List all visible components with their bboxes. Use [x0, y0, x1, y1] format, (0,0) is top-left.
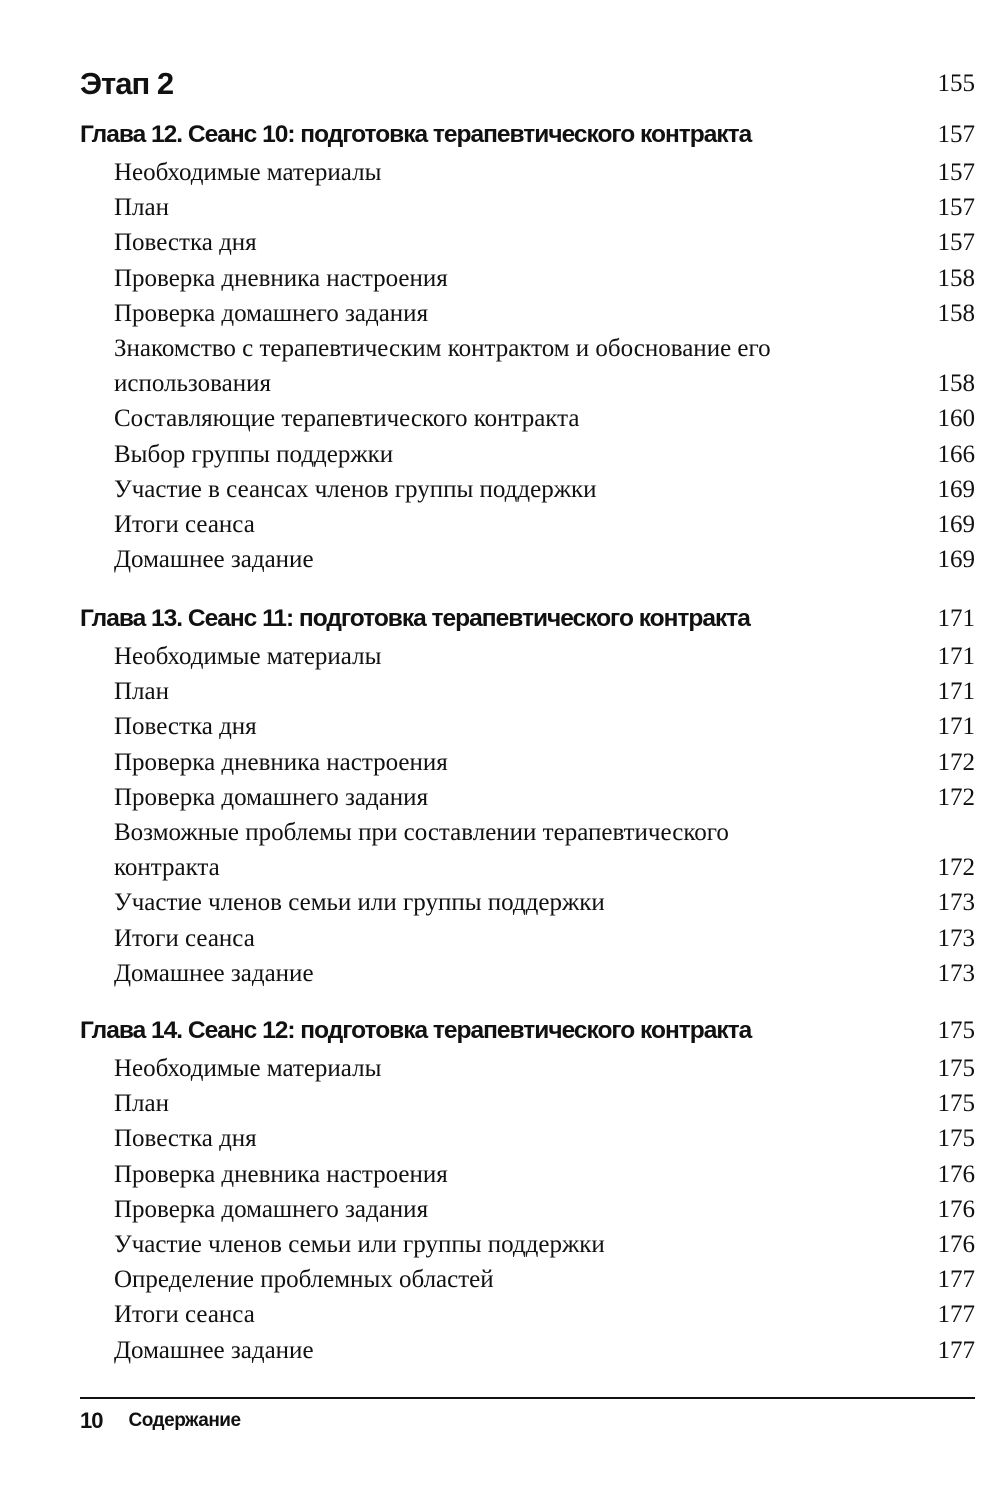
entry-title: Составляющие терапевтического контракта	[114, 405, 580, 433]
toc-entry	[80, 674, 975, 709]
entry-page-number: 160	[937, 405, 975, 433]
chapter-heading	[80, 115, 975, 155]
entry-title: Необходимые материалы	[114, 159, 382, 186]
toc-entry	[80, 507, 975, 542]
toc-entry	[80, 1333, 975, 1368]
entry-page-number: 172	[937, 748, 975, 776]
entry-page-number: 176	[937, 1195, 975, 1223]
entry-page-number: 157	[937, 229, 975, 257]
entry-title: Проверка дневника настроения	[114, 748, 448, 776]
entry-page-number: 171	[937, 678, 975, 706]
toc-entry	[80, 639, 975, 674]
toc-entry	[80, 225, 975, 260]
toc-entry	[80, 190, 975, 225]
footer-page-number: 10	[80, 1408, 103, 1433]
entry-page-number: 175	[937, 1125, 975, 1153]
entry-page-number: 175	[937, 1090, 975, 1118]
entry-title: Участие членов семьи или группы поддержки	[114, 889, 605, 917]
entry-page-number: 171	[937, 643, 975, 670]
toc-entry	[80, 155, 975, 190]
entry-title: План	[114, 1090, 170, 1118]
chapter-14	[80, 1011, 975, 1368]
toc-entry	[80, 921, 975, 956]
entry-title: Необходимые материалы	[114, 643, 382, 670]
chapter-page-number: 175	[937, 1017, 975, 1044]
entry-title: Выбор группы поддержки	[114, 440, 394, 468]
entry-page-number: 169	[937, 546, 975, 574]
toc-entry	[80, 885, 975, 920]
entry-title: Участие членов семьи или группы поддержки	[114, 1231, 605, 1259]
entry-page-number: 172	[937, 783, 975, 811]
footer-divider	[80, 1397, 975, 1399]
entry-title: План	[114, 194, 170, 222]
toc-entry	[80, 1121, 975, 1156]
chapter-page-number: 171	[937, 605, 975, 632]
toc-entry	[80, 956, 975, 991]
toc-entry	[80, 542, 975, 577]
entry-title: Проверка домашнего задания	[114, 299, 429, 327]
entry-page-number: 169	[937, 475, 975, 503]
chapter-title: Глава 13. Сеанс 11: подготовка терапевтического контракта	[80, 605, 750, 632]
entry-page-number: 157	[937, 194, 975, 222]
entry-page-number: 158	[937, 299, 975, 327]
entry-page-number: 169	[937, 511, 975, 539]
entry-title: Возможные проблемы при составлении терапевтического контракта	[114, 819, 729, 882]
entry-page-number: 177	[937, 1266, 975, 1294]
entry-page-number: 172	[937, 854, 975, 882]
toc-entry	[80, 401, 975, 436]
toc-entry	[80, 1086, 975, 1121]
toc-entry	[80, 1297, 975, 1332]
entry-title: Проверка домашнего задания	[114, 783, 429, 811]
toc-entry	[80, 261, 975, 296]
entry-title: Итоги сеанса	[114, 1301, 255, 1329]
footer-running-title: Содержание	[128, 1410, 241, 1431]
entry-title: Определение проблемных областей	[114, 1266, 494, 1294]
entry-title: Повестка дня	[114, 229, 257, 257]
toc-entry	[80, 1192, 975, 1227]
entry-page-number: 157	[937, 159, 975, 186]
entry-page-number: 176	[937, 1160, 975, 1188]
entry-title: Итоги сеанса	[114, 924, 255, 952]
stage-heading	[80, 62, 975, 106]
toc-entry	[80, 437, 975, 472]
toc-entry	[80, 1262, 975, 1297]
entry-title: Проверка домашнего задания	[114, 1195, 429, 1223]
entry-title: План	[114, 678, 170, 706]
toc-entry	[80, 1157, 975, 1192]
entry-title: Домашнее задание	[114, 1336, 314, 1364]
chapter-title: Глава 14. Сеанс 12: подготовка терапевтического контракта	[80, 1017, 752, 1044]
toc-entry	[80, 1227, 975, 1262]
entry-page-number: 173	[937, 889, 975, 917]
toc-entry	[80, 331, 975, 401]
entry-page-number: 158	[937, 264, 975, 292]
chapter-heading	[80, 1011, 975, 1051]
entry-title: Участие в сеансах членов группы поддержки	[114, 475, 597, 503]
entry-title: Повестка дня	[114, 713, 257, 741]
chapter-12	[80, 115, 975, 577]
entry-title: Итоги сеанса	[114, 511, 255, 539]
entry-title: Домашнее задание	[114, 546, 314, 574]
entry-page-number: 173	[937, 959, 975, 987]
entry-title: Проверка дневника настроения	[114, 264, 448, 292]
entry-title: Домашнее задание	[114, 959, 314, 987]
chapter-title: Глава 12. Сеанс 10: подготовка терапевтического контракта	[80, 121, 752, 148]
chapter-heading	[80, 599, 975, 639]
entry-page-number: 166	[937, 440, 975, 468]
toc-entry	[80, 780, 975, 815]
entry-title: Проверка дневника настроения	[114, 1160, 448, 1188]
entry-page-number: 173	[937, 924, 975, 952]
toc-entry	[80, 296, 975, 331]
toc-entry	[80, 745, 975, 780]
entry-page-number: 176	[937, 1231, 975, 1259]
stage-title: Этап 2	[80, 66, 174, 101]
entry-page-number: 177	[937, 1336, 975, 1364]
entry-title: Знакомство с терапевтическим контрактом и обоснование его использования	[114, 335, 771, 398]
entry-title: Повестка дня	[114, 1125, 257, 1153]
chapter-13	[80, 599, 975, 991]
toc-entry	[80, 815, 975, 885]
chapter-page-number: 157	[937, 121, 975, 148]
toc-entry	[80, 1051, 975, 1086]
toc-entry	[80, 709, 975, 744]
entry-page-number: 158	[937, 370, 975, 398]
entry-page-number: 171	[937, 713, 975, 741]
page-footer	[80, 1405, 241, 1437]
entry-title: Необходимые материалы	[114, 1055, 382, 1082]
entry-page-number: 177	[937, 1301, 975, 1329]
toc-entry	[80, 472, 975, 507]
stage-page-number: 155	[937, 70, 975, 97]
entry-page-number: 175	[937, 1055, 975, 1082]
